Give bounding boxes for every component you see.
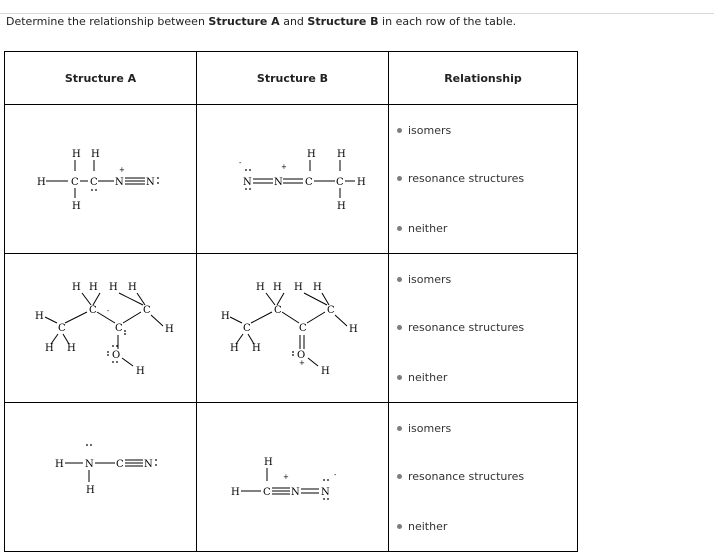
svg-text:H: H: [72, 149, 81, 160]
structure-a-molecule: [5, 254, 196, 402]
svg-text:H: H: [45, 343, 54, 354]
svg-text:C: C: [89, 305, 97, 316]
svg-text:H: H: [273, 282, 282, 293]
svg-text:N: N: [146, 177, 155, 188]
svg-text:H: H: [349, 324, 358, 335]
relationship-cell: [389, 254, 578, 403]
svg-text:C: C: [90, 177, 98, 188]
option-isomers[interactable]: [397, 273, 451, 286]
svg-text:C: C: [263, 487, 271, 498]
table-row: [5, 105, 578, 254]
option-neither[interactable]: [397, 371, 447, 384]
option-resonance-structures[interactable]: [397, 470, 524, 483]
svg-text:C: C: [58, 323, 66, 334]
structure-a-cell: [5, 403, 197, 552]
svg-text:+: +: [281, 163, 287, 171]
svg-text:O: O: [297, 350, 306, 361]
svg-text:H: H: [35, 311, 44, 322]
svg-text:H: H: [136, 366, 145, 377]
svg-text:H: H: [86, 485, 95, 496]
svg-text:H: H: [337, 201, 346, 212]
svg-text:H: H: [321, 366, 330, 377]
svg-text:H: H: [128, 282, 137, 293]
svg-text:C: C: [71, 177, 79, 188]
option-resonance-structures[interactable]: [397, 321, 524, 334]
svg-text:C: C: [243, 323, 251, 334]
svg-text:C: C: [116, 459, 124, 470]
svg-text:C: C: [143, 305, 151, 316]
svg-text:O: O: [112, 350, 121, 361]
svg-text:N: N: [274, 177, 283, 188]
svg-text:N: N: [243, 177, 252, 188]
svg-text:N: N: [321, 487, 330, 498]
svg-text:H: H: [165, 324, 174, 335]
relationship-cell: [389, 403, 578, 552]
svg-text:H: H: [252, 343, 261, 354]
svg-text:+: +: [283, 473, 289, 481]
option-label: isomers: [408, 124, 452, 137]
svg-text:H: H: [67, 343, 76, 354]
structure-b-cell: [197, 254, 389, 403]
structure-a-cell: [5, 254, 197, 403]
svg-text:-: -: [107, 307, 110, 315]
svg-text:H: H: [230, 343, 239, 354]
header-row: [5, 52, 578, 105]
svg-text:+: +: [119, 166, 125, 174]
radio-icon[interactable]: [397, 226, 402, 231]
header-structure-a: Structure A: [5, 52, 197, 105]
svg-text:N: N: [144, 459, 153, 470]
relationship-table: [4, 51, 578, 552]
radio-icon[interactable]: [397, 375, 402, 380]
radio-icon[interactable]: [397, 325, 402, 330]
svg-text:H: H: [72, 282, 81, 293]
svg-text:H: H: [91, 149, 100, 160]
option-neither[interactable]: [397, 222, 447, 235]
structure-a-molecule: [5, 105, 196, 253]
option-label: neither: [408, 520, 448, 533]
svg-text:C: C: [274, 305, 282, 316]
radio-icon[interactable]: [397, 128, 402, 133]
svg-text:C: C: [299, 323, 307, 334]
option-label: isomers: [408, 273, 452, 286]
instruction-text: Determine the relationship between Structure A and Structure B in each row of the table.: [6, 15, 517, 28]
radio-icon[interactable]: [397, 524, 402, 529]
option-label: resonance structures: [408, 470, 525, 483]
radio-icon[interactable]: [397, 426, 402, 431]
svg-text:H: H: [337, 149, 346, 160]
svg-text:H: H: [109, 282, 118, 293]
relationship-cell: [389, 105, 578, 254]
svg-text:H: H: [221, 311, 230, 322]
svg-text:C: C: [115, 323, 123, 334]
structure-a-molecule: [5, 403, 196, 551]
header-relationship: Relationship: [389, 52, 578, 105]
option-isomers[interactable]: [397, 124, 451, 137]
structure-b-cell: [197, 403, 389, 552]
svg-text:C: C: [305, 177, 313, 188]
svg-text:-: -: [239, 159, 242, 167]
table-row: [5, 403, 578, 552]
svg-text:H: H: [89, 282, 98, 293]
svg-text:H: H: [357, 177, 366, 188]
svg-text:H: H: [294, 282, 303, 293]
svg-text:N: N: [291, 487, 300, 498]
svg-text:H: H: [264, 457, 273, 468]
option-isomers[interactable]: [397, 422, 451, 435]
svg-text:C: C: [336, 177, 344, 188]
top-divider: [0, 13, 714, 14]
structure-b-cell: [197, 105, 389, 254]
radio-icon[interactable]: [397, 277, 402, 282]
svg-text:+: +: [299, 359, 305, 367]
header-structure-b: Structure B: [197, 52, 389, 105]
svg-text:-: -: [334, 471, 337, 479]
option-label: isomers: [408, 422, 452, 435]
svg-text:H: H: [37, 177, 46, 188]
option-label: resonance structures: [408, 172, 525, 185]
svg-text:C: C: [327, 305, 335, 316]
structure-b-molecule: [197, 105, 388, 253]
option-label: resonance structures: [408, 321, 525, 334]
option-label: neither: [408, 371, 448, 384]
svg-text:H: H: [256, 282, 265, 293]
structure-a-cell: [5, 105, 197, 254]
structure-b-molecule: [197, 403, 388, 551]
svg-text:H: H: [55, 459, 64, 470]
option-neither[interactable]: [397, 520, 447, 533]
radio-icon[interactable]: [397, 474, 402, 479]
option-resonance-structures[interactable]: [397, 172, 524, 185]
svg-text:N: N: [115, 177, 124, 188]
svg-text:N: N: [85, 459, 94, 470]
svg-text:H: H: [72, 201, 81, 212]
svg-text:H: H: [231, 487, 240, 498]
option-label: neither: [408, 222, 448, 235]
table-row: [5, 254, 578, 403]
structure-b-molecule: [197, 254, 388, 402]
svg-text:H: H: [307, 149, 316, 160]
svg-text:H: H: [313, 282, 322, 293]
radio-icon[interactable]: [397, 176, 402, 181]
